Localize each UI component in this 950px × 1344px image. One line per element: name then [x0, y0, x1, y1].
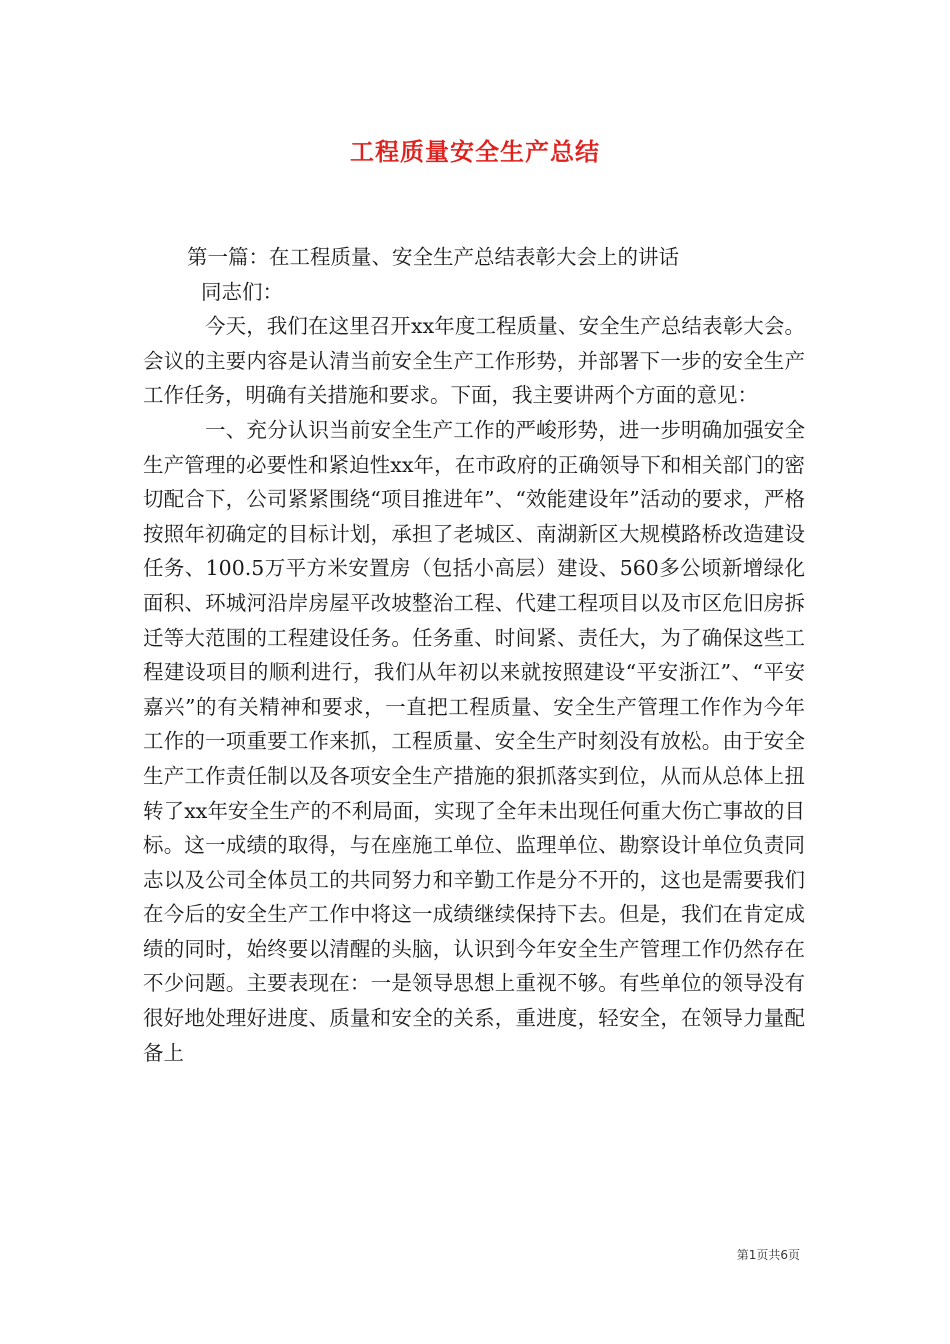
document-title: 工程质量安全生产总结: [350, 137, 600, 166]
document-subtitle: 第一篇：在工程质量、安全生产总结表彰大会上的讲话: [187, 245, 679, 269]
paragraph-section-one: 一、充分认识当前安全生产工作的严峻形势，进一步明确加强安全生产管理的必要性和紧迫性xx年，在市政府的正确领导下和相关部门的密切配合下，公司紧紧围绕“项目推进年”、“效能建设年”活动的要求，严格按照年初确定的目标计划，承担了老城区、南湖新区大规模路桥改造建设任务、100.5万平方米安置房（包括小高层）建设、560多公顷新增绿化面积、环城河沿岸房屋平改坡整治工程、代建工程项目以及市区危旧房拆迁等大范围的工程建设任务。任务重、时间紧、责任大，为了确保这些工程建设项目的顺利进行，我们从年初以来就按照建设“平安浙江”、“平安嘉兴”的有关精神和要求，一直把工程质量、安全生产管理工作作为今年工作的一项重要工作来抓，工程质量、安全生产时刻没有放松。由于安全生产工作责任制以及各项安全生产措施的狠抓落实到位，从而从总体上扭转了xx年安全生产的不利局面，实现了全年未出现任何重大伤亡事故的目标。这一成绩的取得，与在座施工单位、监理单位、勘察设计单位负责同志以及公司全体员工的共同努力和辛勤工作是分不开的，这也是需要我们在今后的安全生产工作中将这一成绩继续保持下去。但是，我们在肯定成绩的同时，始终要以清醒的头脑，认识到今年安全生产管理工作仍然存在不少问题。主要表现在：一是领导思想上重视不够。有些单位的领导没有很好地处理好进度、质量和安全的关系，重进度，轻安全，在领导力量配备上: [143, 417, 805, 1065]
paragraph-intro: 今天，我们在这里召开xx年度工程质量、安全生产总结表彰大会。会议的主要内容是认清当前安全生产工作形势，并部署下一步的安全生产工作任务，明确有关措施和要求。下面，我主要讲两个方面的意见：: [143, 314, 805, 408]
document-body: [143, 240, 805, 1070]
page-indicator: 第1页共6页: [736, 1248, 800, 1262]
salutation: 同志们：: [201, 279, 283, 304]
